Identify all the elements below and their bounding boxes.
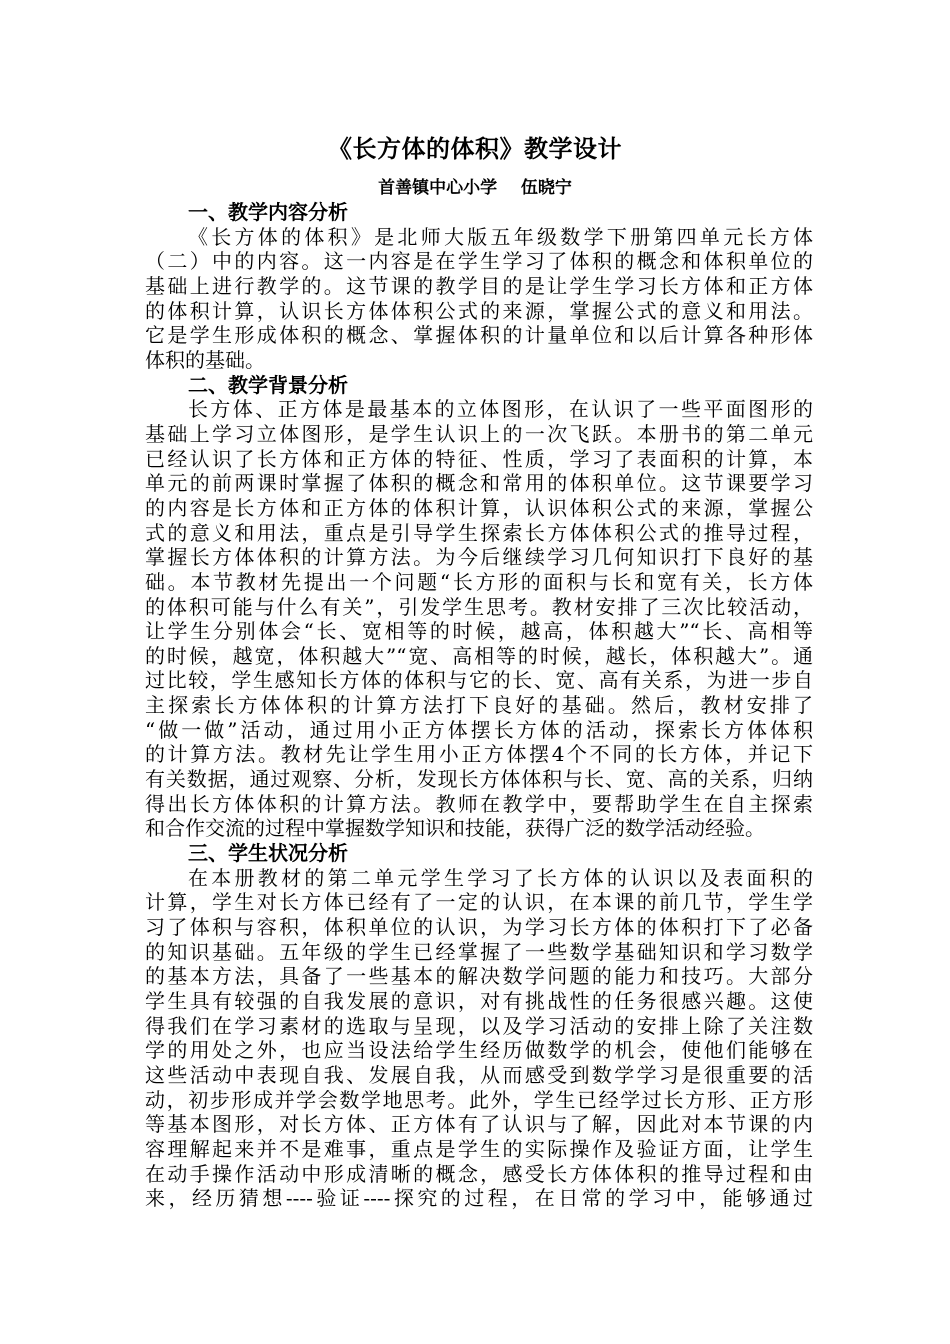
paragraph-line: 已经认识了长方体和正方体的特征、性质，学习了表面积的计算，本 [145,446,813,471]
document-body [145,200,813,1211]
paragraph-line: 习了体积与容积，体积单位的认识，为学习长方体的体积打下了必备 [145,915,813,940]
paragraph-line: 式的意义和用法，重点是引导学生探索长方体体积公式的推导过程， [145,520,813,545]
paragraph-line: 动，初步形成并学会数学地思考。此外，学生已经学过长方形、正方形 [145,1087,813,1112]
paragraph-line: 的知识基础。五年级的学生已经掌握了一些数学基础知识和学习数学 [145,939,813,964]
paragraph-line: 的时候，越宽，体积越大”“宽、高相等的时候，越长，体积越大”。通 [145,643,813,668]
paragraph-line: 这些活动中表现自我、发展自我，从而感受到数学学习是很重要的活 [145,1062,813,1087]
paragraph-line: 有关数据，通过观察、分析，发现长方体体积与长、宽、高的关系，归纳 [145,767,813,792]
paragraph-line: 基础上学习立体图形，是学生认识上的一次飞跃。本册书的第二单元 [145,421,813,446]
paragraph-line: 让学生分别体会“长、宽相等的时候，越高，体积越大”“长、高相等 [145,619,813,644]
paragraph-line: “做一做”活动，通过用小正方体摆长方体的活动，探索长方体体积 [145,717,813,742]
paragraph-line: 的内容是长方体和正方体的体积计算，认识体积公式的来源，掌握公 [145,495,813,520]
paragraph-line: 主探索长方体体积的计算方法打下良好的基础。然后，教材安排了 [145,693,813,718]
paragraph-line: 基础上进行教学的。这节课的教学目的是让学生学习长方体和正方体 [145,273,813,298]
paragraph-line: 单元的前两课时掌握了体积的概念和常用的体积单位。这节课要学习 [145,471,813,496]
paragraph-line: 得我们在学习素材的选取与呈现，以及学习活动的安排上除了关注数 [145,1013,813,1038]
paragraph-line: 过比较，学生感知长方体的体积与它的长、宽、高有关系，为进一步自 [145,668,813,693]
document-title: 《长方体的体积》教学设计 [328,134,622,163]
paragraph-line: 等基本图形，对长方体、正方体有了认识与了解，因此对本节课的内 [145,1112,813,1137]
section-heading: 一、教学内容分析 [188,200,348,224]
section-heading: 二、教学背景分析 [188,372,348,397]
paragraph-line: 掌握长方体体积的计算方法。为今后继续学习几何知识打下良好的基 [145,545,813,570]
paragraph-line: 容理解起来并不是难事，重点是学生的实际操作及验证方面，让学生 [145,1136,813,1161]
paragraph-line: 的体积计算，认识长方体体积公式的来源，掌握公式的意义和用法。 [145,298,813,323]
paragraph-line: 得出长方体体积的计算方法。教师在教学中，要帮助学生在自主探索 [145,791,813,816]
paragraph-line: 的体积可能与什么有关”，引发学生思考。教材安排了三次比较活动， [145,594,813,619]
paragraph-line: 在本册教材的第二单元学生学习了长方体的认识以及表面积的 [188,865,813,890]
paragraph-line: 的计算方法。教材先让学生用小正方体摆4个不同的长方体，并记下 [145,742,813,767]
paragraph-line: 《长方体的体积》是北师大版五年级数学下册第四单元长方体 [188,224,813,249]
paragraph-line: 础。本节教材先提出一个问题“长方形的面积与长和宽有关，长方体 [145,569,813,594]
section-heading: 三、学生状况分析 [188,841,348,866]
paragraph-line: 来，经历猜想----验证----探究的过程，在日常的学习中，能够通过 [145,1186,813,1211]
paragraph-line: 在动手操作活动中形成清晰的概念，感受长方体体积的推导过程和由 [145,1161,813,1186]
document-author: 首善镇中心小学 伍晓宁 [378,178,572,198]
paragraph-line: 它是学生形成体积的概念、掌握体积的计量单位和以后计算各种形体 [145,323,813,348]
paragraph-line: 体积的基础。 [145,347,265,372]
paragraph-line: 学的用处之外，也应当设法给学生经历做数学的机会，使他们能够在 [145,1038,813,1063]
paragraph-line: 的基本方法，具备了一些基本的解决数学问题的能力和技巧。大部分 [145,964,813,989]
paragraph-line: 和合作交流的过程中掌握数学知识和技能，获得广泛的数学活动经验。 [145,816,765,841]
paragraph-line: 学生具有较强的自我发展的意识，对有挑战性的任务很感兴趣。这使 [145,989,813,1013]
paragraph-line: 长方体、正方体是最基本的立体图形，在认识了一些平面图形的 [188,397,813,422]
paragraph-line: 计算，学生对长方体已经有了一定的认识，在本课的前几节，学生学 [145,890,813,915]
paragraph-line: （二）中的内容。这一内容是在学生学习了体积的概念和体积单位的 [145,249,813,274]
